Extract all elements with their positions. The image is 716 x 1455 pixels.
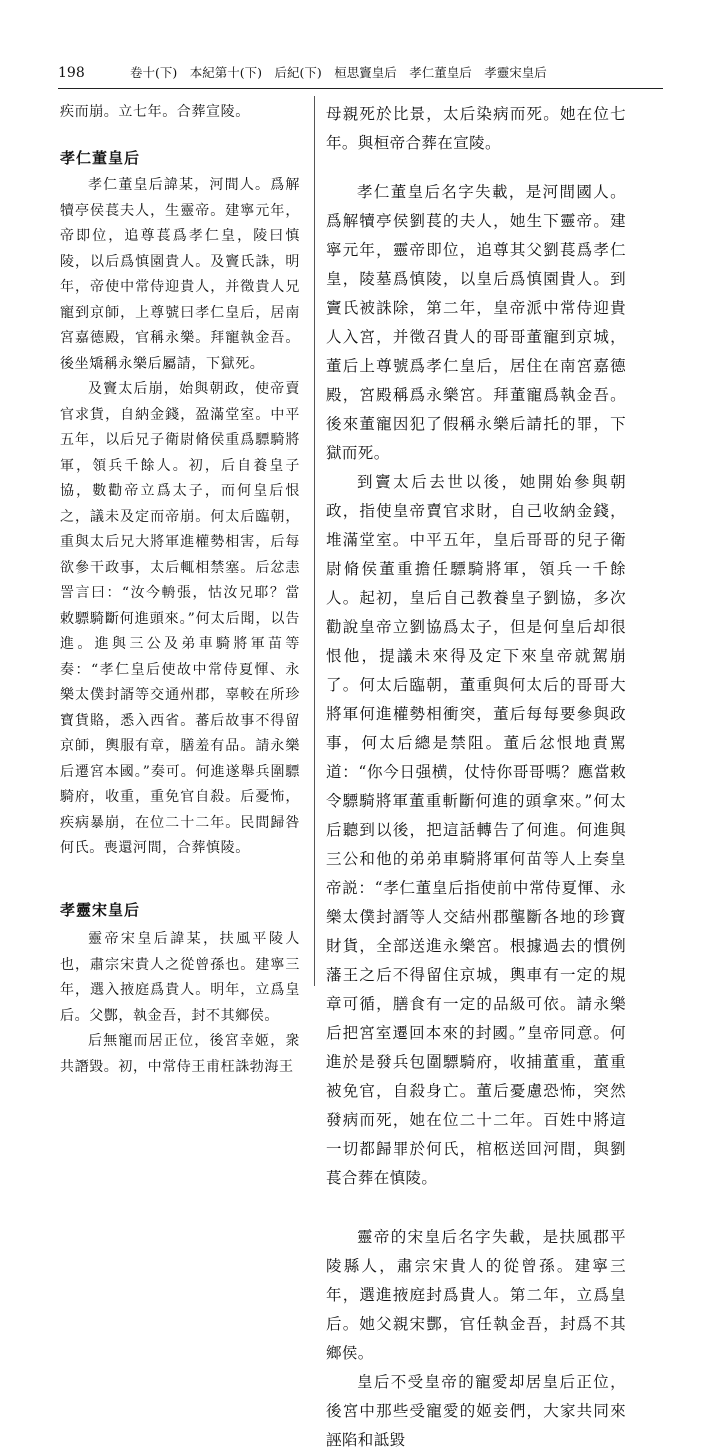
classical-paragraph: 后無寵而居正位，後宮幸姬，衆共譖毀。初，中常侍王甫枉誅勃海王 [60, 1033, 300, 1075]
classical-paragraph: 及竇太后崩，始與朝政，使帝賣官求貨，自納金錢，盈滿堂室。中平五年，以后兄子衛尉脩侯重爲驃騎將軍，領兵千餘人。初，后自養皇子協，數勸帝立爲太子，而何皇后恨之，議未及定而帝崩。何太后臨朝，重與太后兄大將軍進權勢相害，后每欲參干政事，太后輒相禁塞。后忿恚詈言曰：“汝今輈張，怙汝兄耶？當敕驃騎斷何進頭來。”何太后聞，以告進。進與三公及弟車騎將軍苗等奏：“孝仁皇后使故中常侍夏惲、永樂太僕封諝等交通州郡，辜較在所珍寶貨賂，悉入西省。蕃后故事不得留京師，輿服有章，膳羞有品。請永樂后遷宮本國。”奏可。何進遂舉兵圍驃騎府，收重，重免官自殺。后憂怖，疾病暴崩，在位二十二年。民間歸咎何氏。喪還河間，合葬慎陵。 [60, 381, 300, 856]
translation-paragraph: 孝仁董皇后名字失載，是河間國人。爲解犢亭侯劉萇的夫人，她生下靈帝。建寧元年，靈帝即位，追尊其父劉萇爲孝仁皇，陵墓爲慎陵，以皇后爲慎園貴人。到竇氏被誅除，第二年，皇帝派中常侍迎貴人入宮，并徵召貴人的哥哥董寵到京城，董后上尊號爲孝仁皇后，居住在南宮嘉德殿，宮殿稱爲永樂宮。拜董寵爲執金吾。後來董寵因犯了假稱永樂后請托的罪，下獄而死。 [326, 183, 626, 462]
translation-paragraph: 到竇太后去世以後，她開始參與朝政，指使皇帝賣官求財，自己收納金錢，堆滿堂室。中平五年，皇后哥哥的兒子衛尉脩侯董重擔任驃騎將軍，領兵一千餘人。起初，皇后自己教養皇子劉協，多次勸說皇帝立劉協爲太子，但是何皇后却很恨他，提議未來得及定下來皇帝就駕崩了。何太后臨朝，董重與何太后的哥哥大將軍何進權勢相衝突，董后每每要參與政事，何太后總是禁阻。董后忿恨地責駡道：“你今日强横，仗恃你哥哥嗎？應當敕令驃騎將軍董重斬斷何進的頭拿來。”何太后聽到以後，把這話轉告了何進。何進與三公和他的弟弟車騎將軍何苗等人上奏皇帝説：“孝仁董皇后指使前中常侍夏惲、永樂太僕封諝等人交結州郡壟斷各地的珍寶財貨，全部送進永樂宮。根據過去的慣例藩王之后不得留住京城，輿車有一定的規章可循，膳食有一定的品級可依。請永樂后把宮室遷回本來的封國。”皇帝同意。何進於是發兵包圍驃騎府，收捕董重，董重被免官，自殺身亡。董后憂慮恐怖，突然發病而死，她在位二十二年。百姓中將這一切都歸罪於何氏，棺柩送回河間，與劉萇合葬在慎陵。 [326, 473, 626, 1187]
header-rule [58, 88, 663, 89]
page-number: 198 [58, 65, 85, 81]
translation-paragraph: 母親死於比景，太后染病而死。她在位七年。與桓帝合葬在宣陵。 [326, 105, 626, 152]
running-head: 卷十(下) 本紀第十(下) 后紀(下) 桓思竇皇后 孝仁董皇后 孝靈宋皇后 [130, 65, 547, 80]
classical-paragraph: 疾而崩。立七年。合葬宣陵。 [60, 104, 250, 120]
classical-text-column [60, 100, 300, 1080]
section-title: 孝仁董皇后 [60, 148, 141, 167]
column-divider [314, 96, 315, 986]
translation-paragraph: 皇后不受皇帝的寵愛却居皇后正位，後宮中那些受寵愛的姬妾們，大家共同來誣陷和詆毀 [326, 1373, 626, 1449]
translation-paragraph: 靈帝的宋皇后名字失載，是扶風郡平陵縣人，肅宗宋貴人的從曾孫。建寧三年，選進掖庭封爲貴人。第二年，立爲皇后。她父親宋酆，官任執金吾，封爲不其鄉侯。 [326, 1228, 626, 1362]
page-header [58, 62, 698, 84]
classical-paragraph: 孝仁董皇后諱某，河間人。爲解犢亭侯萇夫人，生靈帝。建寧元年，帝即位，追尊萇爲孝仁皇，陵曰慎陵，以后爲慎園貴人。及竇氏誅，明年，帝使中常侍迎貴人，并徵貴人兄寵到京師，上尊號曰孝仁皇后，居南宮嘉德殿，官稱永樂。拜寵執金吾。後坐矯稱永樂后屬請，下獄死。 [60, 177, 300, 372]
translation-column [326, 100, 626, 1455]
section-title: 孝靈宋皇后 [60, 900, 141, 919]
classical-paragraph: 靈帝宋皇后諱某，扶風平陵人也，肅宗宋貴人之從曾孫也。建寧三年，選入掖庭爲貴人。明年，立爲皇后。父酆，執金吾，封不其鄉侯。 [60, 931, 300, 1024]
